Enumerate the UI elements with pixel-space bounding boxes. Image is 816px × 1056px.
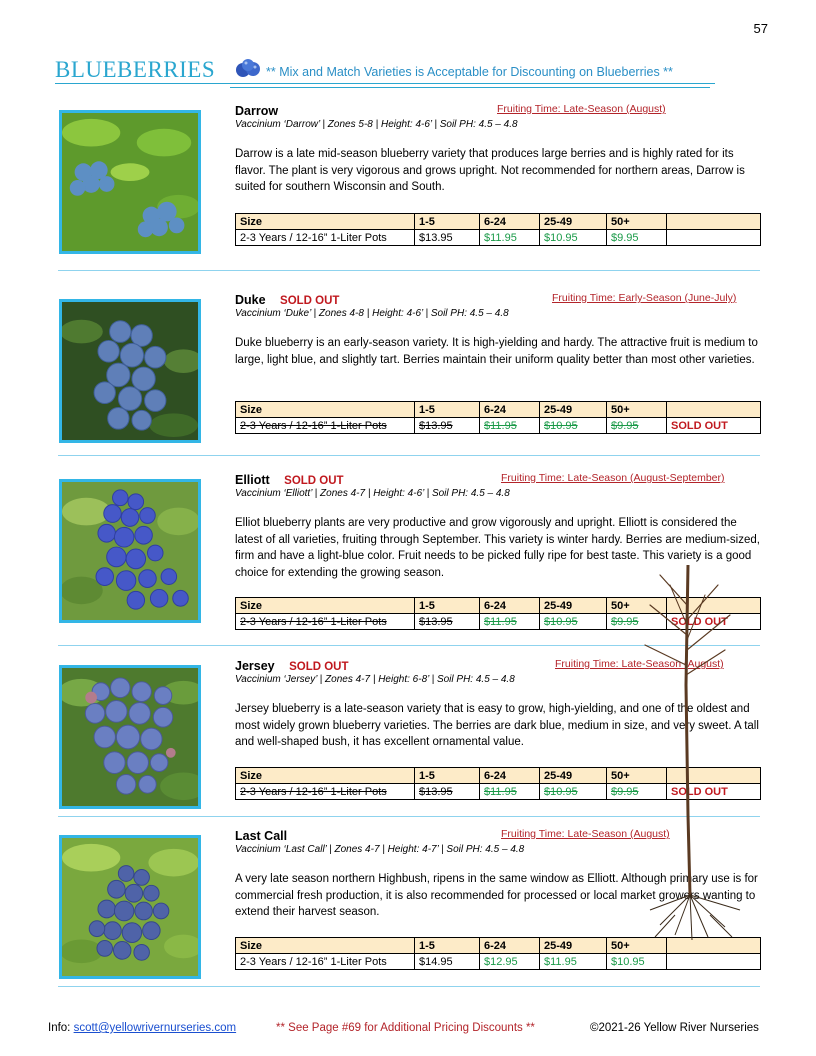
price-tier-1: $14.95	[415, 954, 480, 970]
price-tier-2: $12.95	[480, 954, 540, 970]
price-tier-3: $10.95	[540, 784, 607, 800]
status-cell	[667, 230, 761, 246]
table-row	[236, 418, 761, 434]
col-tier-1: 1-5	[415, 402, 480, 418]
table-row	[236, 954, 761, 970]
variety-name: Darrow	[235, 104, 279, 118]
variety-description: A very late season northern Highbush, ripens in the same window as Elliott. Although primary use is for commercial fresh production, it is also recommended for processed or local market growers wanting to extend their harvest season.	[235, 873, 758, 918]
price-tier-3: $10.95	[540, 418, 607, 434]
price-tier-2: $11.95	[480, 614, 540, 630]
price-tier-4: $9.95	[607, 614, 667, 630]
price-table	[235, 401, 761, 434]
fruiting-time: Fruiting Time: Late-Season (August)	[497, 103, 666, 115]
col-tier-1: 1-5	[415, 938, 480, 954]
elliott-photo	[59, 479, 201, 623]
fruiting-time: Fruiting Time: Late-Season (August)	[555, 658, 724, 670]
col-tier-2: 6-24	[480, 214, 540, 230]
variety-name: Jersey	[235, 659, 275, 673]
pricing-discount-note: ** See Page #69 for Additional Pricing Discounts **	[276, 1022, 535, 1034]
header-rule	[55, 83, 715, 84]
price-tier-2: $11.95	[480, 230, 540, 246]
col-tier-3: 25-49	[540, 768, 607, 784]
variety-subtitle: Vaccinium ‘Duke’ | Zones 4-8 | Height: 4-6’ | Soil PH: 4.5 – 4.8	[235, 308, 509, 319]
last-call-photo	[59, 835, 201, 979]
size-cell: 2-3 Years / 12-16” 1-Liter Pots	[236, 230, 415, 246]
size-cell: 2-3 Years / 12-16” 1-Liter Pots	[236, 418, 415, 434]
blueberry-icon	[235, 57, 261, 79]
mix-match-note: ** Mix and Match Varieties is Acceptable for Discounting on Blueberries **	[266, 65, 673, 79]
col-tier-2: 6-24	[480, 768, 540, 784]
fruiting-time: Fruiting Time: Early-Season (June-July)	[552, 292, 737, 304]
section-title: BLUEBERRIES	[55, 57, 216, 82]
col-size: Size	[236, 938, 415, 954]
size-cell: 2-3 Years / 12-16” 1-Liter Pots	[236, 614, 415, 630]
size-cell: 2-3 Years / 12-16” 1-Liter Pots	[236, 784, 415, 800]
col-tier-2: 6-24	[480, 598, 540, 614]
variety-description: Elliot blueberry plants are very productive and grow vigorously and upright. Elliott is considered the latest of all varieties, fruiting through September. This variety is winter hardy. Berries are medium-sized, firm and have a light-blue color. Fruit needs to be picked fully ripe for best taste. This variety is a good choice for extending the growing season.	[235, 517, 760, 579]
variety-name: Duke	[235, 293, 266, 307]
col-tier-3: 25-49	[540, 598, 607, 614]
page-number: 57	[753, 21, 768, 36]
section-header	[55, 55, 715, 91]
price-tier-3: $10.95	[540, 614, 607, 630]
price-tier-4: $9.95	[607, 230, 667, 246]
divider	[58, 270, 760, 271]
variety-name: Elliott	[235, 473, 270, 487]
col-tier-3: 25-49	[540, 214, 607, 230]
price-tier-4: $10.95	[607, 954, 667, 970]
variety-subtitle: Vaccinium ‘Last Call’ | Zones 4-7 | Height: 4-7’ | Soil PH: 4.5 – 4.8	[235, 844, 525, 855]
price-table	[235, 213, 761, 246]
table-row	[236, 230, 761, 246]
price-tier-1: $13.95	[415, 614, 480, 630]
col-tier-3: 25-49	[540, 402, 607, 418]
price-tier-4: $9.95	[607, 784, 667, 800]
col-tier-1: 1-5	[415, 768, 480, 784]
size-cell: 2-3 Years / 12-16” 1-Liter Pots	[236, 954, 415, 970]
col-tier-4: 50+	[607, 402, 667, 418]
sold-out-badge: SOLD OUT	[284, 475, 344, 487]
col-tier-1: 1-5	[415, 214, 480, 230]
status-cell	[667, 954, 761, 970]
variety-subtitle: Vaccinium ‘Jersey’ | Zones 4-7 | Height: 6-8’ | Soil PH: 4.5 – 4.8	[235, 674, 515, 685]
variety-description: Duke blueberry is an early-season variety. It is high-yielding and hardy. The attractive fruit is medium to large, light blue, and slightly tart. Berries maintain their uniform quality better than most other varieties.	[235, 337, 758, 366]
copyright: ©2021-26 Yellow River Nurseries	[590, 1022, 759, 1034]
sold-out-badge: SOLD OUT	[280, 295, 340, 307]
darrow-photo	[59, 110, 201, 254]
col-size: Size	[236, 598, 415, 614]
price-tier-1: $13.95	[415, 418, 480, 434]
col-tier-2: 6-24	[480, 938, 540, 954]
info-label: Info:	[48, 1022, 71, 1034]
price-tier-2: $11.95	[480, 784, 540, 800]
col-tier-2: 6-24	[480, 402, 540, 418]
price-tier-3: $11.95	[540, 954, 607, 970]
variety-subtitle: Vaccinium ‘Elliott’ | Zones 4-7 | Height: 4-6’ | Soil PH: 4.5 – 4.8	[235, 488, 510, 499]
col-tier-4: 50+	[607, 938, 667, 954]
variety-subtitle: Vaccinium ‘Darrow’ | Zones 5-8 | Height: 4-6’ | Soil PH: 4.5 – 4.8	[235, 119, 518, 130]
col-tier-4: 50+	[607, 768, 667, 784]
fruiting-time: Fruiting Time: Late-Season (August-September)	[501, 472, 725, 484]
status-cell: SOLD OUT	[667, 418, 761, 434]
variety-name: Last Call	[235, 829, 288, 843]
sold-out-badge: SOLD OUT	[289, 661, 349, 673]
bare-root-tree-illustration	[630, 565, 760, 945]
duke-photo	[59, 299, 201, 443]
variety-description: Darrow is a late mid-season blueberry variety that produces large berries and is highly rated for its flavor. The plant is very vigorous and grows upright. Not recommended for northern areas, Darrow is suited for southern Wisconsin and South.	[235, 148, 745, 193]
col-tier-1: 1-5	[415, 598, 480, 614]
darrow-content	[235, 102, 761, 212]
col-tier-4: 50+	[607, 214, 667, 230]
variety-description: Jersey blueberry is a late-season variety that is easy to grow, high-yielding, and one of the oldest and most widely grown blueberry varieties. The berries are dark blue, medium in size, and very sweet. A tall and well-shaped bush, it has excellent ornamental value.	[235, 703, 759, 748]
price-tier-2: $11.95	[480, 418, 540, 434]
price-tier-1: $13.95	[415, 784, 480, 800]
header-rule-secondary	[230, 87, 710, 88]
col-tier-4: 50+	[607, 598, 667, 614]
col-tier-3: 25-49	[540, 938, 607, 954]
jersey-photo	[59, 665, 201, 809]
status-cell: SOLD OUT	[667, 614, 761, 630]
price-tier-1: $13.95	[415, 230, 480, 246]
col-size: Size	[236, 402, 415, 418]
status-cell: SOLD OUT	[667, 784, 761, 800]
divider	[58, 455, 760, 456]
duke-content	[235, 291, 761, 401]
price-tier-4: $9.95	[607, 418, 667, 434]
col-size: Size	[236, 214, 415, 230]
fruiting-time: Fruiting Time: Late-Season (August)	[501, 828, 670, 840]
footer-info	[48, 1022, 236, 1034]
divider	[58, 986, 760, 987]
col-status	[667, 214, 761, 230]
col-size: Size	[236, 768, 415, 784]
email-link[interactable]: scott@yellowrivernurseries.com	[73, 1022, 237, 1034]
col-status	[667, 402, 761, 418]
price-tier-3: $10.95	[540, 230, 607, 246]
